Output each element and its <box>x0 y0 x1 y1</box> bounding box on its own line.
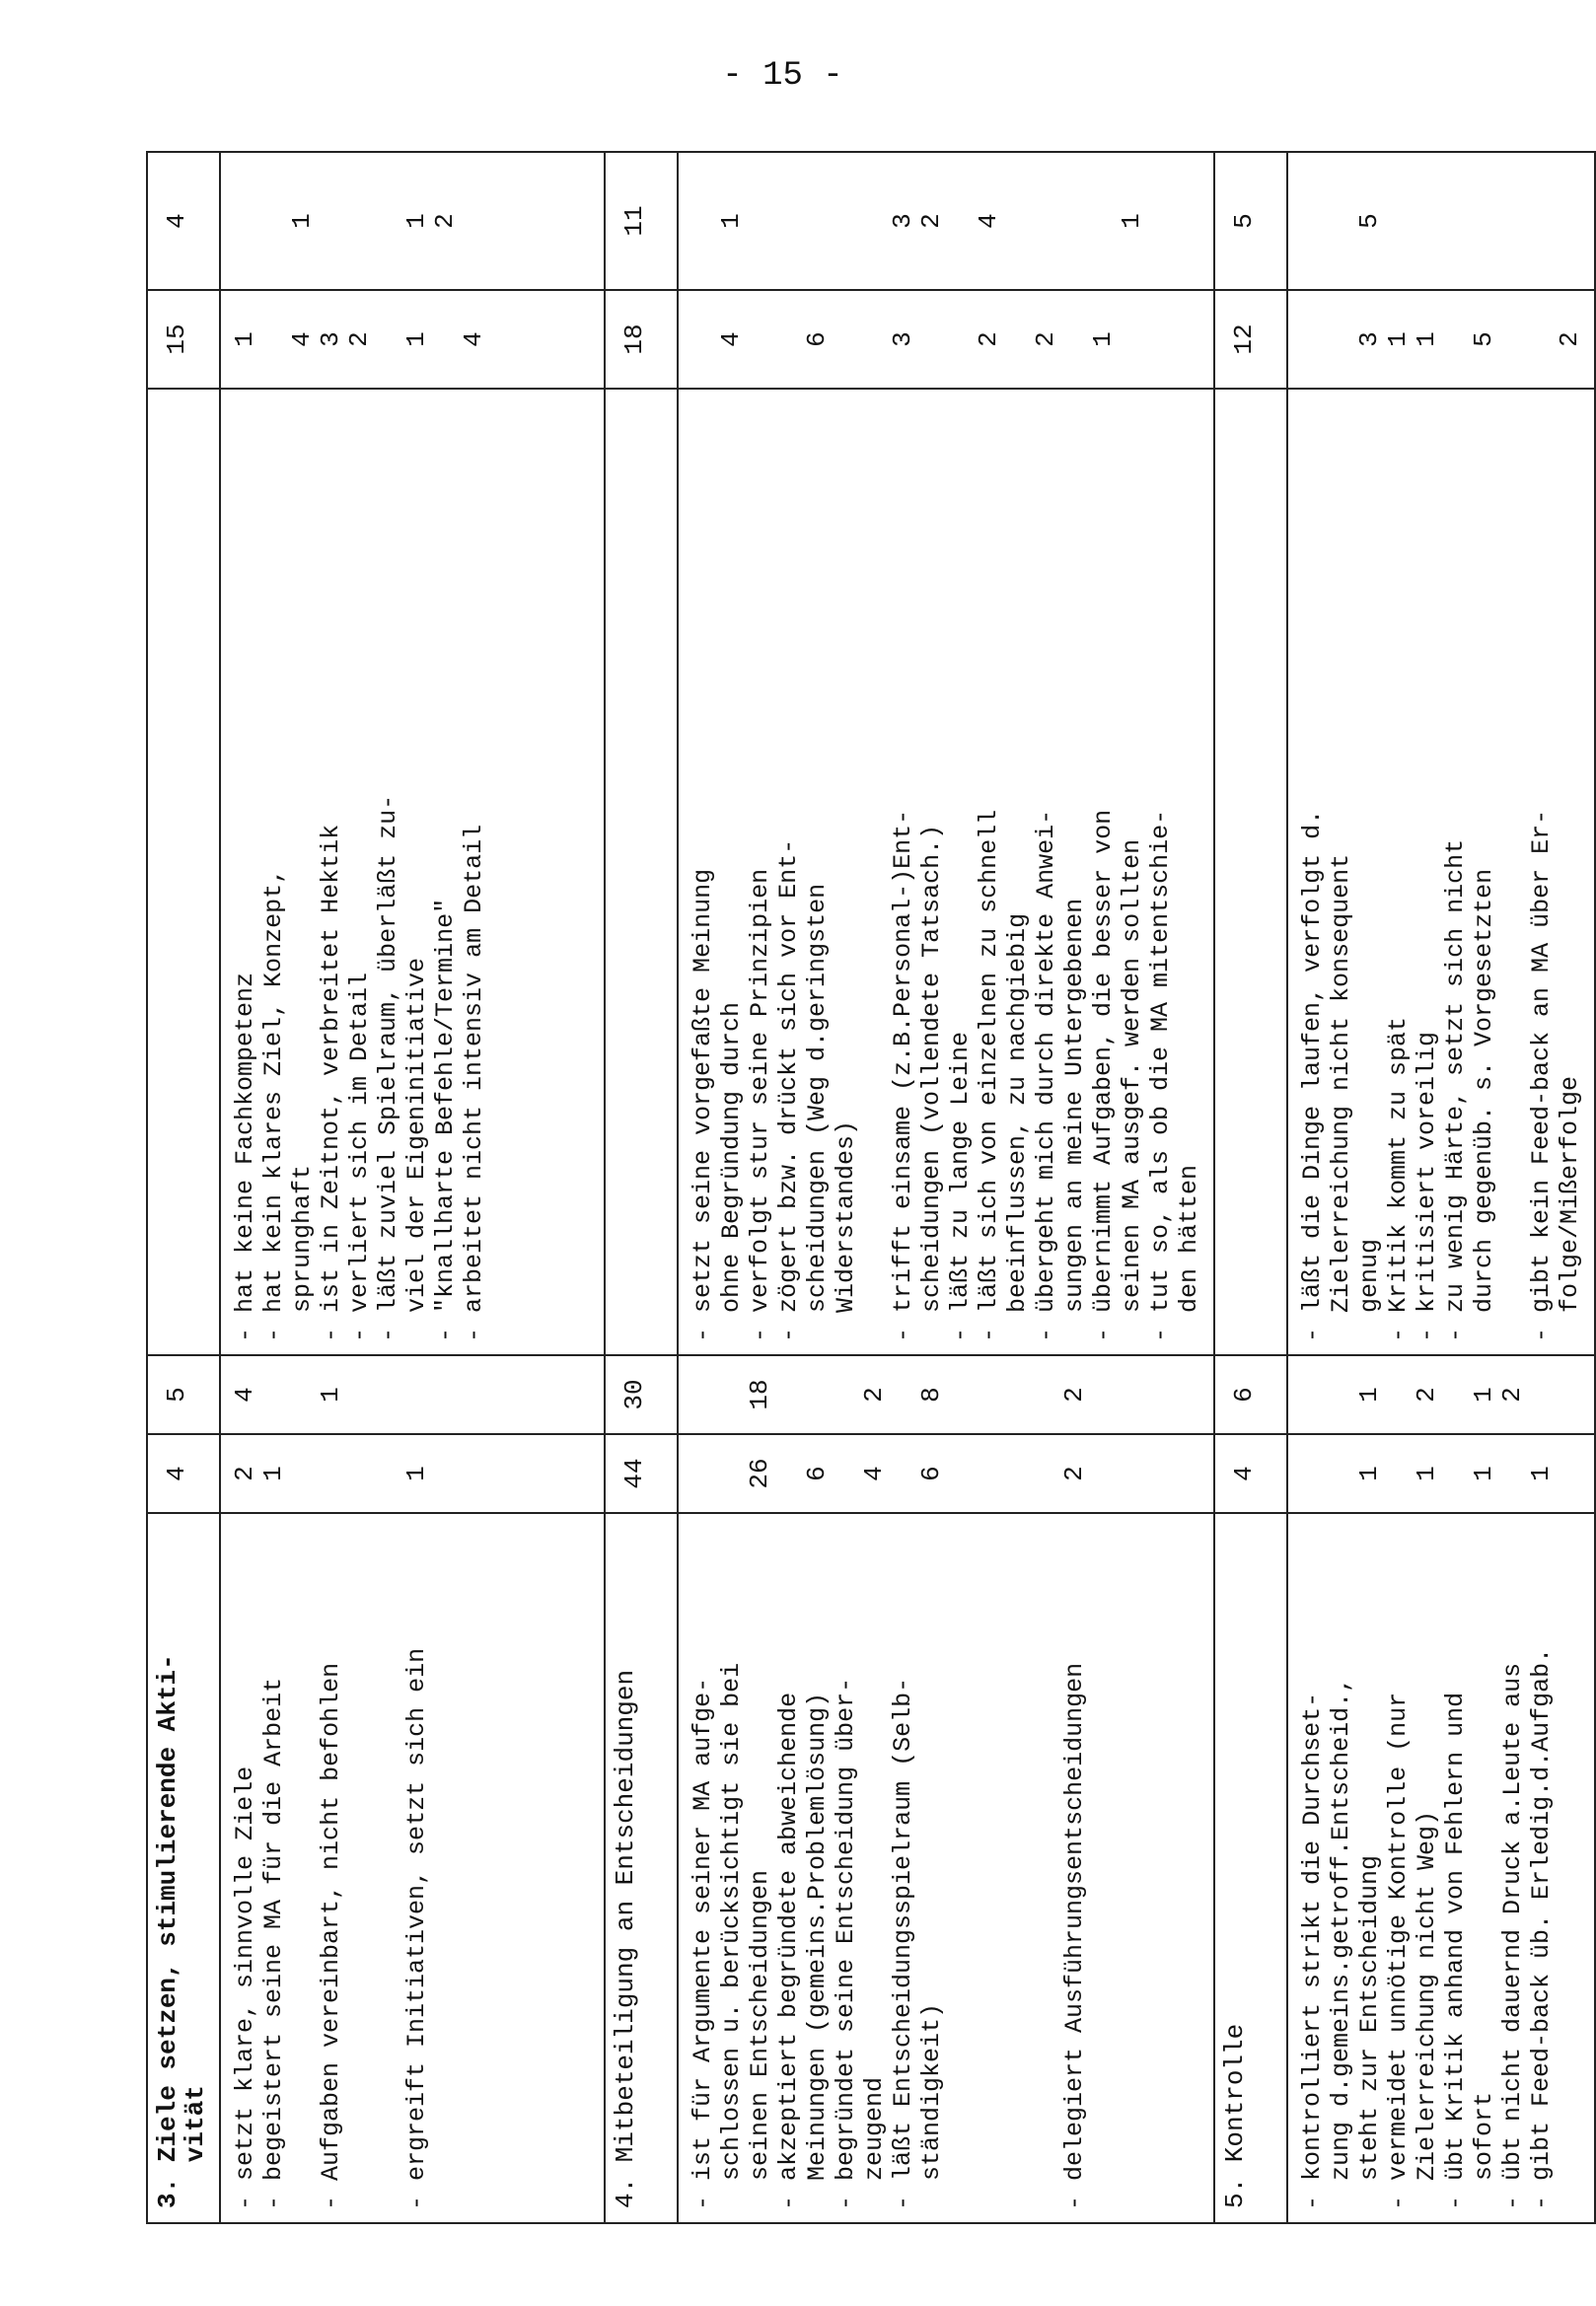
positive-count: 4 <box>1214 1434 1287 1513</box>
negative-weight: 5 <box>1214 152 1287 290</box>
negative-items: - setzt seine vorgefaßte Meinung ohne Begründung durch - verfolgt stur seine Prinzipien - zögert bzw. drückt sich vor Ent- scheidungen (Weg d.geringsten Widerstandes) - trifft einsame (z.B.Personal-)Ent- scheidungen (vollendete Tatsach.) - läßt zu lange Leine - läßt sich von einzelnen zu schnell beeinflussen, zu nachgiebig - übergeht mich durch direkte Anwei- sungen an meine Untergebenen - übernimmt Aufgaben, die besser von seinen MA ausgef. werden sollten - tut so, als ob die MA mitentschie- den hätten <box>678 389 1214 1355</box>
positive-count: 4 <box>147 1434 220 1513</box>
positive-values-b: 4 1 <box>220 1355 605 1434</box>
negative-count: 15 <box>147 290 220 389</box>
negative-values-b: 5 <box>1287 152 1595 290</box>
positive-values-a: 1 1 1 1 <box>1287 1434 1595 1513</box>
section-title: 3. Ziele setzen, stimulierende Akti- vität <box>147 1513 220 2223</box>
header-blank <box>1214 389 1287 1355</box>
positive-values-a: 2 1 1 <box>220 1434 605 1513</box>
positive-weight: 30 <box>605 1355 678 1434</box>
negative-values-b: 1 3 2 4 1 <box>678 152 1214 290</box>
negative-values-a: 1 4 3 2 1 4 <box>220 290 605 389</box>
negative-count: 12 <box>1214 290 1287 389</box>
positive-values-b: 1 2 1 2 <box>1287 1355 1595 1434</box>
section-4-header <box>605 152 678 2223</box>
section-3-body <box>220 152 605 2223</box>
negative-weight: 11 <box>605 152 678 290</box>
positive-weight: 5 <box>147 1355 220 1434</box>
negative-values-a: 3 1 1 5 2 <box>1287 290 1595 389</box>
section-title: 5. Kontrolle <box>1214 1513 1287 2223</box>
section-title: 4. Mitbeteiligung an Entscheidungen <box>605 1513 678 2223</box>
negative-items: - läßt die Dinge laufen, verfolgt d. Zielerreichung nicht konsequent genug - Kritik kommt zu spät - kritisiert voreilig - zu wenig Härte, setzt sich nicht durch gegenüb. s. Vorgesetzten - gibt kein Feed-back an MA über Er- folge/Mißerfolge <box>1287 389 1595 1355</box>
section-4-body <box>678 152 1214 2223</box>
section-3-header <box>147 152 220 2223</box>
positive-items: - ist für Argumente seiner MA aufge- schlossen u. berücksichtigt sie bei seinen Entscheidungen - akzeptiert begründete abweichende Meinungen (gemeins.Problemlösung) - begründet seine Entscheidung über- zeugend - läßt Entscheidungsspielraum (Selb- ständigkeit) - delegiert Ausführungsentscheidungen <box>678 1513 1214 2223</box>
negative-weight: 4 <box>147 152 220 290</box>
positive-values-b: 18 2 8 2 <box>678 1355 1214 1434</box>
rotated-evaluation-table <box>146 153 1584 2224</box>
positive-items: - kontrolliert strikt die Durchset- zung d.gemeins.getroff.Entscheid., steht zur Entscheidung - vermeidet unnötige Kontrolle (nur Zielerreichung nicht Weg) - übt Kritik anhand von Fehlern und sofort - übt nicht dauernd Druck a.Leute aus - gibt Feed-back üb. Erledig.d.Aufgab. <box>1287 1513 1595 2223</box>
negative-values-a: 4 6 3 2 2 1 <box>678 290 1214 389</box>
evaluation-table <box>146 151 1596 2224</box>
header-blank <box>147 389 220 1355</box>
negative-values-b: 1 1 2 <box>220 152 605 290</box>
positive-count: 44 <box>605 1434 678 1513</box>
positive-items: - setzt klare, sinnvolle Ziele - begeistert seine MA für die Arbeit - Aufgaben vereinbart, nicht befohlen - ergreift Initiativen, setzt sich ein <box>220 1513 605 2223</box>
section-5-header <box>1214 152 1287 2223</box>
negative-count: 18 <box>605 290 678 389</box>
section-5-body <box>1287 152 1595 2223</box>
header-blank <box>605 389 678 1355</box>
positive-values-a: 26 6 4 6 2 <box>678 1434 1214 1513</box>
negative-items: - hat keine Fachkompetenz - hat kein klares Ziel, Konzept, sprunghaft - ist in Zeitnot, verbreitet Hektik - verliert sich im Detail - läßt zuviel Spielraum, überläßt zu- viel der Eigeninitiative - "knallharte Befehle/Termine" - arbeitet nicht intensiv am Detail <box>220 389 605 1355</box>
positive-weight: 6 <box>1214 1355 1287 1434</box>
page-number: - 15 - <box>722 57 843 95</box>
